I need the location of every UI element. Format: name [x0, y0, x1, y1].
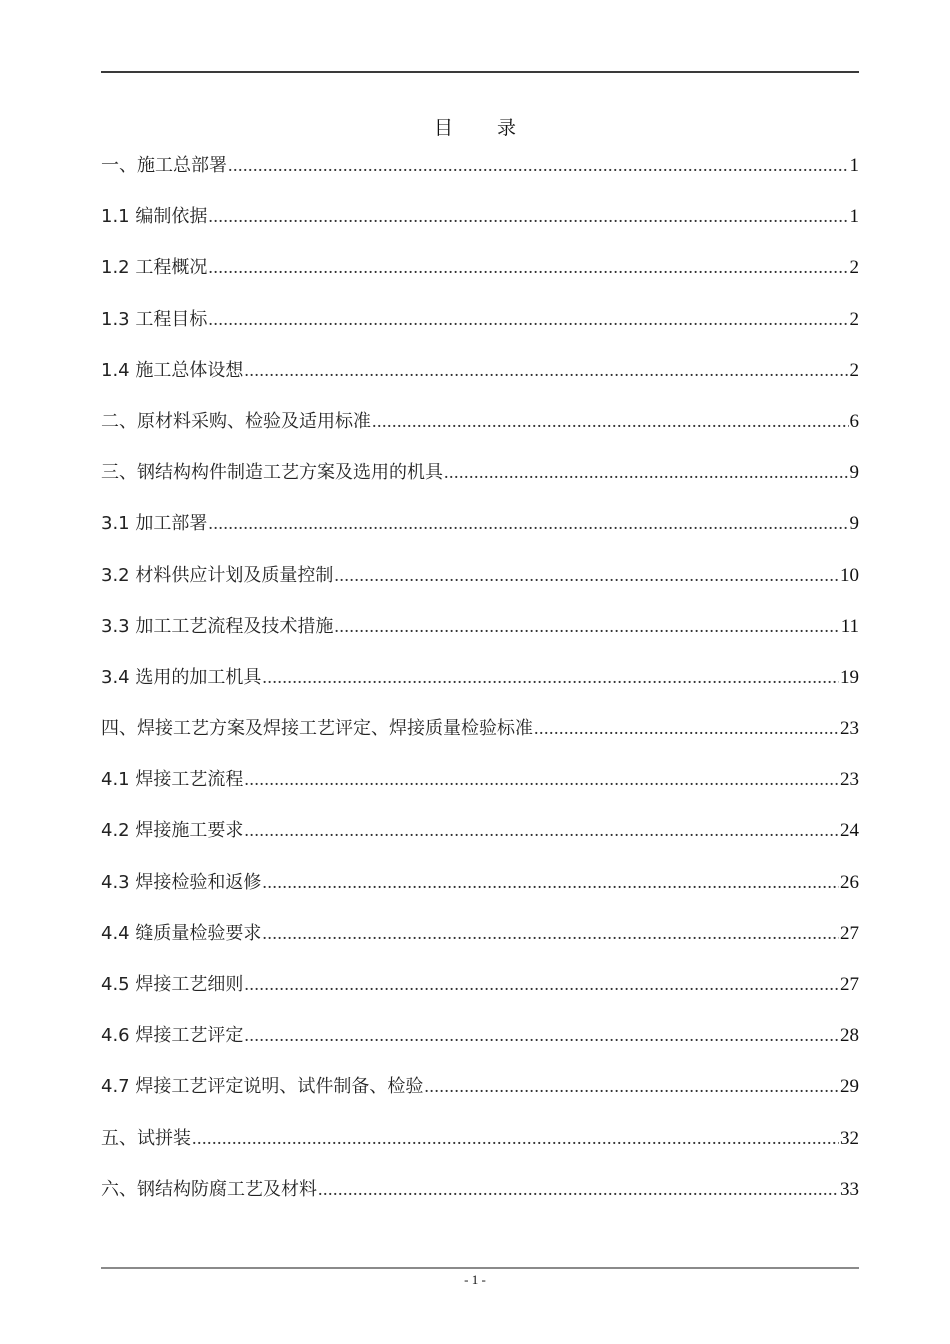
toc-entry-label: 3.2 材料供应计划及质量控制 [101, 564, 334, 586]
toc-entry-page: 23 [840, 769, 859, 791]
toc-entry-page: 27 [840, 922, 859, 944]
toc-entry[interactable] [101, 408, 859, 459]
toc-entry-label: 4.7 焊接工艺评定说明、试件制备、检验 [101, 1076, 424, 1098]
toc-title-char-1: 目 [433, 117, 453, 139]
toc-entry[interactable] [101, 203, 859, 254]
toc-title-char-2: 录 [497, 117, 517, 139]
toc-entry-page: 26 [840, 871, 859, 893]
toc-entry-label: 1.1 编制依据 [101, 206, 208, 228]
toc-entry-label: 3.3 加工工艺流程及技术措施 [101, 615, 334, 637]
toc-entry[interactable] [101, 357, 859, 408]
toc-entry[interactable] [101, 1022, 859, 1073]
toc-entry-label: 1.3 工程目标 [101, 308, 208, 330]
toc-entry-page: 29 [840, 1076, 859, 1098]
table-of-contents [101, 152, 859, 1227]
toc-leader-dots [372, 408, 849, 434]
header-divider [101, 71, 859, 73]
toc-leader-dots [334, 613, 839, 639]
toc-leader-dots [208, 254, 848, 280]
toc-entry-page: 32 [840, 1127, 859, 1149]
toc-entry-label: 4.6 焊接工艺评定 [101, 1025, 244, 1047]
toc-entry[interactable] [101, 715, 859, 766]
toc-entry-label: 3.4 选用的加工机具 [101, 666, 262, 688]
toc-entry-page: 9 [849, 513, 859, 535]
toc-leader-dots [208, 510, 848, 536]
toc-entry[interactable] [101, 613, 859, 664]
toc-entry[interactable] [101, 152, 859, 203]
toc-leader-dots [208, 203, 848, 229]
toc-leader-dots [262, 920, 839, 946]
toc-title [0, 113, 950, 140]
toc-leader-dots [244, 817, 839, 843]
toc-entry[interactable] [101, 562, 859, 613]
toc-entry-page: 6 [849, 410, 859, 432]
toc-entry[interactable] [101, 817, 859, 868]
toc-entry[interactable] [101, 920, 859, 971]
toc-entry-label: 4.3 焊接检验和返修 [101, 871, 262, 893]
toc-leader-dots [244, 766, 839, 792]
toc-leader-dots [244, 971, 839, 997]
toc-entry-page: 19 [840, 666, 859, 688]
toc-entry-page: 33 [840, 1178, 859, 1200]
toc-entry-label: 4.4 缝质量检验要求 [101, 922, 262, 944]
toc-entry[interactable] [101, 1176, 859, 1227]
toc-entry-page: 2 [849, 308, 859, 330]
toc-entry[interactable] [101, 306, 859, 357]
toc-entry-label: 六、钢结构防腐工艺及材料 [101, 1178, 317, 1200]
toc-leader-dots [534, 715, 839, 741]
toc-entry-page: 23 [840, 718, 859, 740]
toc-leader-dots [192, 1125, 839, 1151]
toc-entry[interactable] [101, 766, 859, 817]
toc-entry-page: 27 [840, 974, 859, 995]
toc-leader-dots [262, 664, 839, 690]
toc-entry-label: 四、焊接工艺方案及焊接工艺评定、焊接质量检验标准 [101, 718, 533, 740]
toc-leader-dots [208, 306, 848, 332]
toc-entry-label: 4.5 焊接工艺细则 [101, 974, 244, 995]
toc-entry[interactable] [101, 1073, 859, 1124]
page-number: - 1 - [464, 1272, 486, 1287]
toc-entry[interactable] [101, 510, 859, 561]
toc-entry-label: 一、施工总部署 [101, 155, 227, 176]
toc-entry-label: 4.1 焊接工艺流程 [101, 769, 244, 791]
toc-entry-page: 2 [849, 257, 859, 279]
toc-leader-dots [244, 357, 848, 383]
toc-leader-dots [424, 1073, 839, 1099]
toc-entry[interactable] [101, 971, 859, 1022]
toc-entry-label: 1.2 工程概况 [101, 257, 208, 279]
toc-leader-dots [262, 869, 839, 895]
toc-leader-dots [444, 459, 849, 485]
toc-entry-page: 1 [849, 155, 859, 176]
toc-entry[interactable] [101, 459, 859, 510]
toc-entry-page: 1 [849, 206, 859, 228]
toc-entry-page: 24 [840, 820, 859, 842]
toc-entry[interactable] [101, 1125, 859, 1176]
toc-entry-page: 28 [840, 1025, 859, 1047]
toc-entry[interactable] [101, 254, 859, 305]
toc-entry-page: 2 [849, 359, 859, 381]
toc-entry[interactable] [101, 869, 859, 920]
toc-entry-label: 三、钢结构构件制造工艺方案及选用的机具 [101, 462, 443, 484]
toc-entry-page: 9 [849, 462, 859, 484]
toc-leader-dots [318, 1176, 839, 1202]
toc-leader-dots [334, 562, 839, 588]
toc-entry-label: 五、试拼装 [101, 1127, 191, 1149]
toc-leader-dots [228, 152, 849, 178]
toc-entry-page: 10 [840, 564, 859, 586]
toc-leader-dots [244, 1022, 839, 1048]
footer-divider [101, 1267, 859, 1269]
toc-entry-label: 1.4 施工总体设想 [101, 359, 244, 381]
toc-entry-label: 3.1 加工部署 [101, 513, 208, 535]
toc-entry[interactable] [101, 664, 859, 715]
toc-entry-label: 二、原材料采购、检验及适用标准 [101, 410, 371, 432]
toc-entry-label: 4.2 焊接施工要求 [101, 820, 244, 842]
toc-entry-page: 11 [840, 615, 859, 637]
